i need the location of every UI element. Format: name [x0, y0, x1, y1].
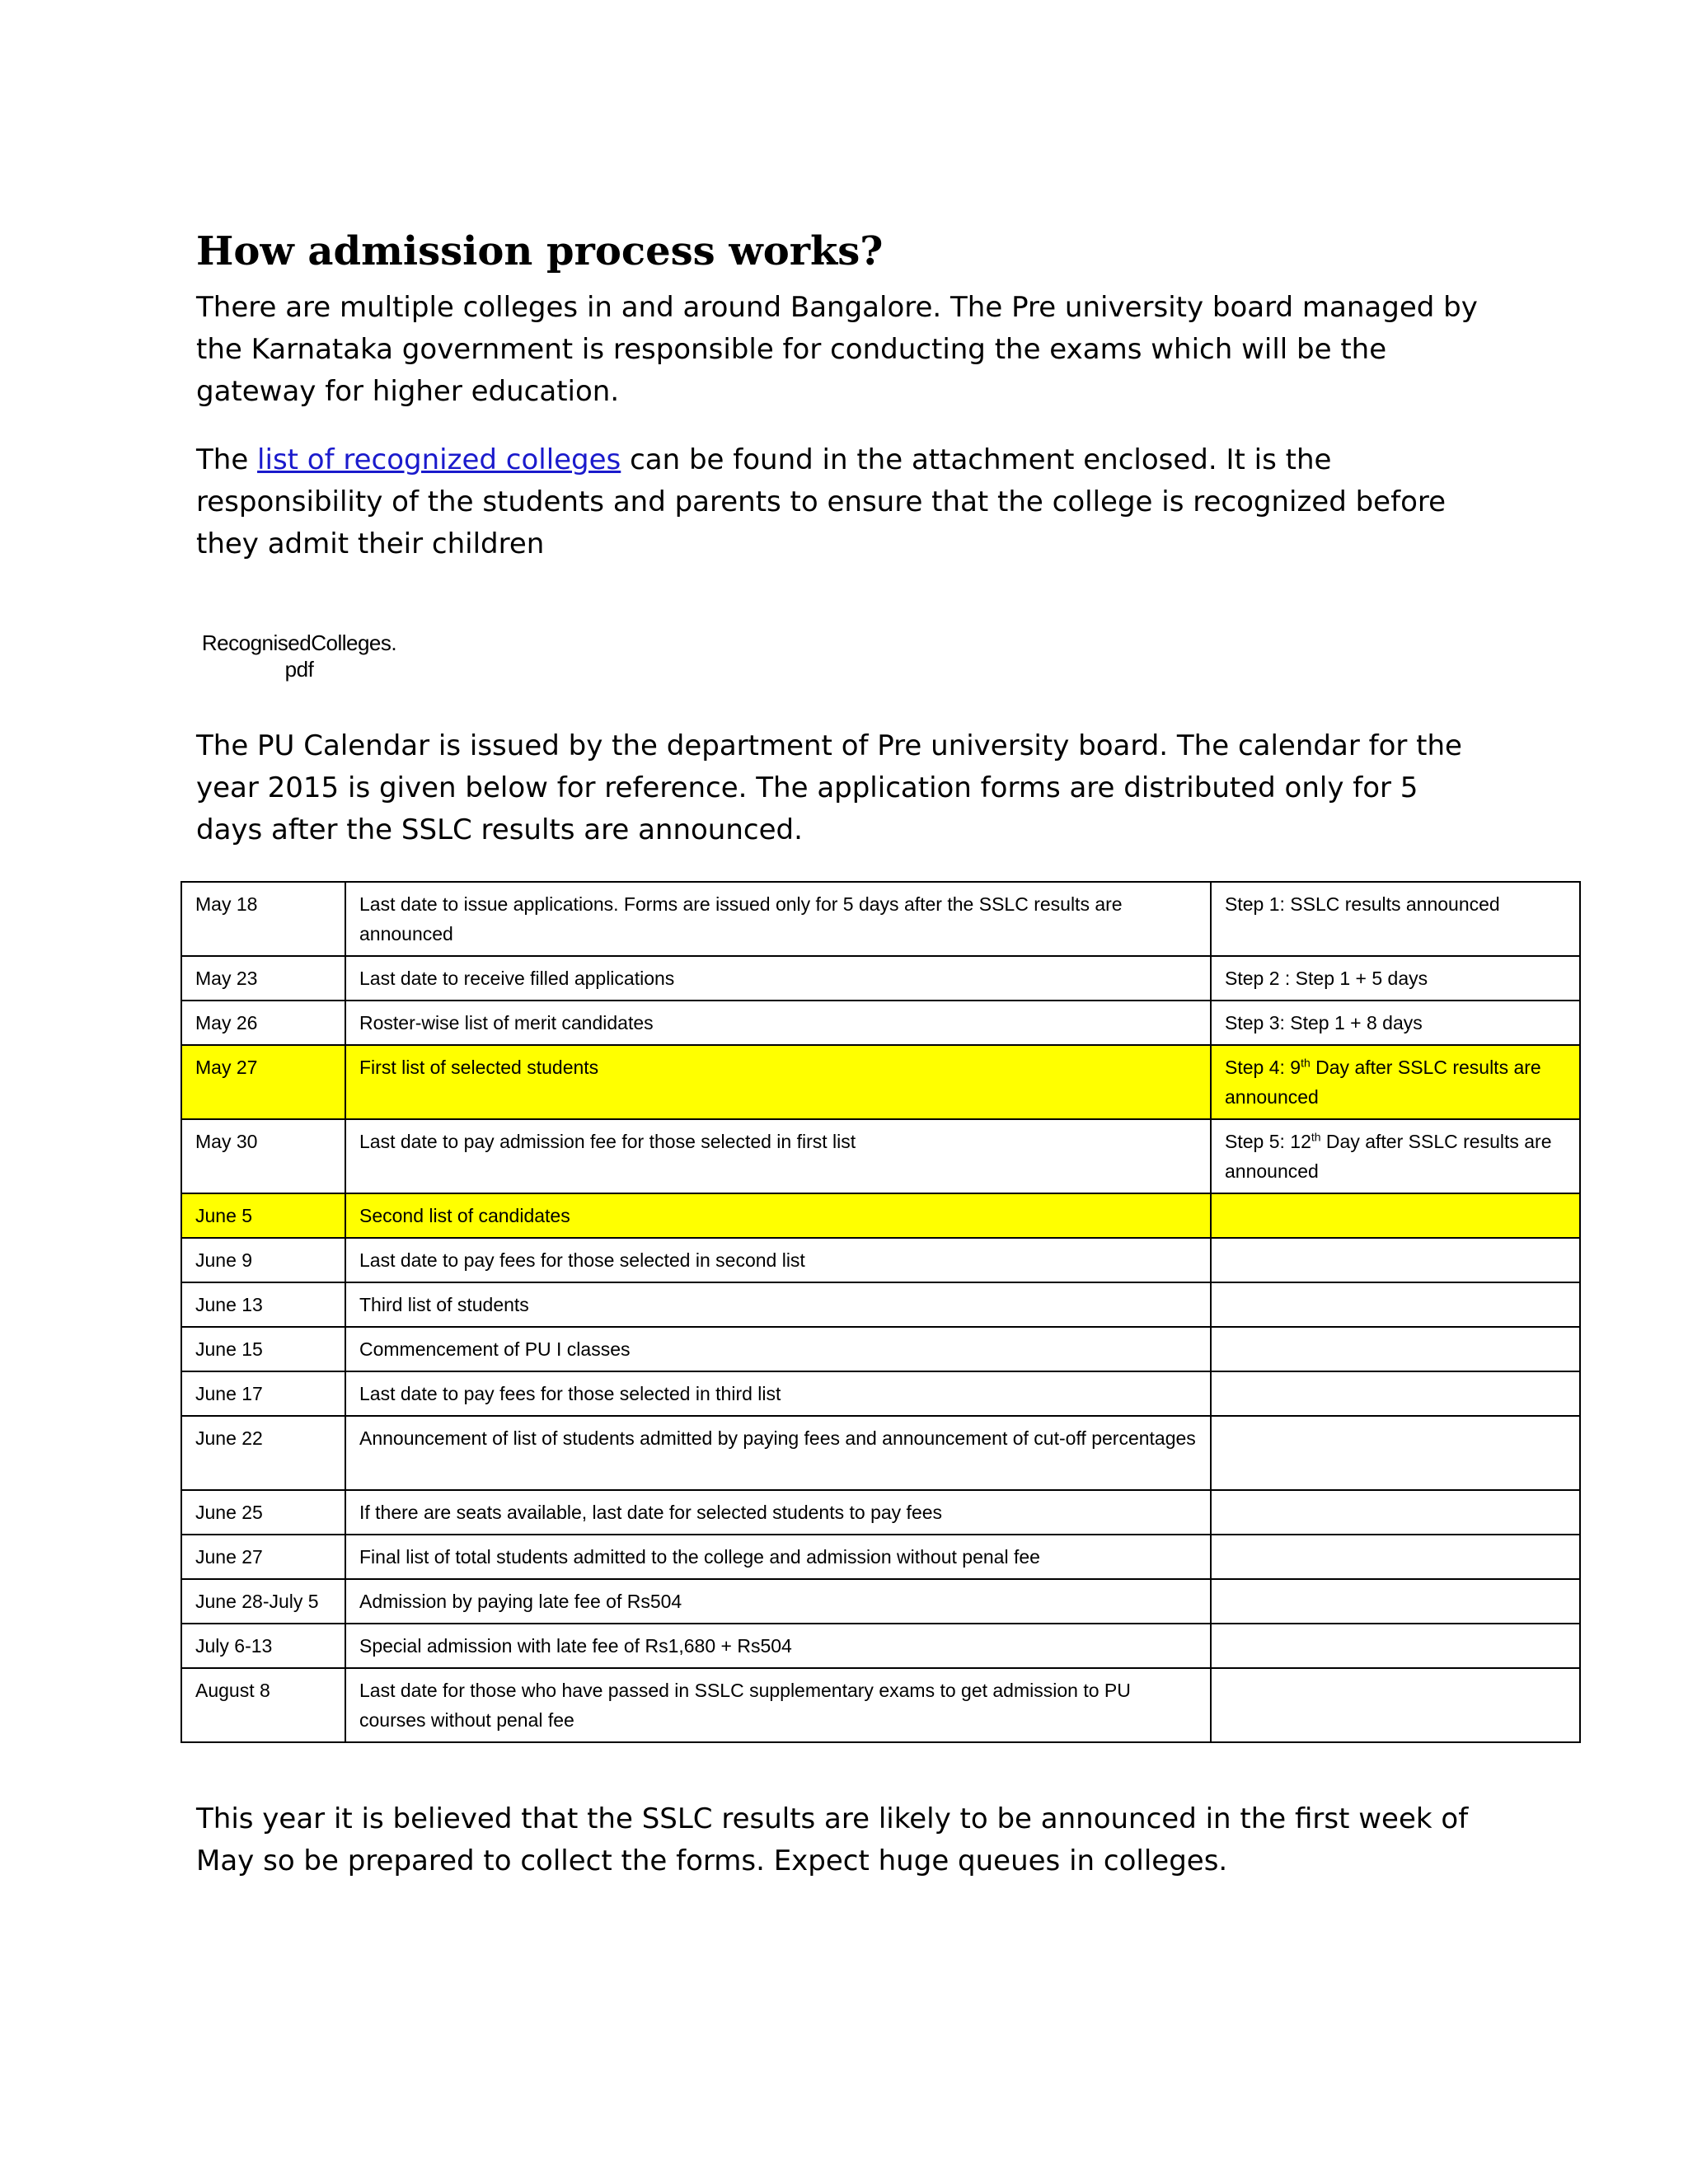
date-cell: July 6-13 [181, 1624, 345, 1668]
step-cell: Step 1: SSLC results announced [1211, 882, 1580, 956]
recognized-colleges-paragraph [196, 439, 1482, 565]
date-cell: June 17 [181, 1371, 345, 1416]
pu-calendar-table [181, 881, 1581, 1743]
date-cell: June 27 [181, 1535, 345, 1579]
event-cell: Special admission with late fee of Rs1,680 + Rs504 [345, 1624, 1211, 1668]
table-row [181, 1001, 1580, 1045]
event-cell: Second list of candidates [345, 1193, 1211, 1238]
page-title: How admission process works? [196, 228, 884, 274]
date-cell: June 13 [181, 1282, 345, 1327]
event-cell: Last date to receive filled applications [345, 956, 1211, 1001]
table-row-highlighted [181, 1193, 1580, 1238]
event-cell: Last date for those who have passed in SSLC supplementary exams to get admission to PU courses without penal fee [345, 1668, 1211, 1742]
step-text: Step 5: 12 [1225, 1131, 1311, 1152]
recognized-suffix: can be found in the attachment enclosed. It is the responsibility of the students and parents to ensure that the college is recognized before they admit their children [196, 443, 1447, 560]
step-cell: Step 3: Step 1 + 8 days [1211, 1001, 1580, 1045]
event-cell: Last date to pay fees for those selected in second list [345, 1238, 1211, 1282]
step-cell [1211, 1045, 1580, 1119]
recognized-colleges-link[interactable]: list of recognized colleges [257, 443, 621, 476]
step-cell [1211, 1282, 1580, 1327]
table-row [181, 1668, 1580, 1742]
date-cell: June 28-July 5 [181, 1579, 345, 1624]
ordinal-suffix: th [1301, 1056, 1311, 1070]
date-cell: June 22 [181, 1416, 345, 1490]
step-cell [1211, 1238, 1580, 1282]
table-row [181, 1119, 1580, 1193]
attachment-filename-line2: pdf [284, 657, 314, 682]
step-cell [1211, 1193, 1580, 1238]
event-cell: Commencement of PU I classes [345, 1327, 1211, 1371]
table-row [181, 1416, 1580, 1490]
recognized-prefix: The [196, 443, 258, 476]
table-row [181, 1579, 1580, 1624]
table-row-highlighted [181, 1045, 1580, 1119]
ordinal-suffix: th [1311, 1130, 1321, 1144]
event-cell: First list of selected students [345, 1045, 1211, 1119]
date-cell: May 23 [181, 956, 345, 1001]
table-row [181, 956, 1580, 1001]
step-cell [1211, 1490, 1580, 1535]
table-row [181, 1490, 1580, 1535]
date-cell: June 5 [181, 1193, 345, 1238]
document-body [196, 223, 1482, 565]
step-cell [1211, 1416, 1580, 1490]
table-row [181, 1238, 1580, 1282]
step-cell [1211, 1535, 1580, 1579]
date-cell: June 9 [181, 1238, 345, 1282]
event-cell: Last date to issue applications. Forms are issued only for 5 days after the SSLC results are announced [345, 882, 1211, 956]
table-row [181, 1327, 1580, 1371]
step-cell [1211, 1327, 1580, 1371]
step-cell [1211, 1371, 1580, 1416]
table-row [181, 1624, 1580, 1668]
event-cell: Final list of total students admitted to the college and admission without penal fee [345, 1535, 1211, 1579]
intro-paragraph: There are multiple colleges in and around Bangalore. The Pre university board managed by the Karnataka government is responsible for conducting the exams which will be the gateway for higher education. [196, 291, 1478, 408]
closing-paragraph: This year it is believed that the SSLC results are likely to be announced in the first week of May so be prepared to collect the forms. Expect huge queues in colleges. [196, 1802, 1469, 1877]
step-cell [1211, 1579, 1580, 1624]
event-cell: Last date to pay fees for those selected in third list [345, 1371, 1211, 1416]
calendar-intro-paragraph: The PU Calendar is issued by the department of Pre university board. The calendar for the year 2015 is given below for reference. The application forms are distributed only for 5 days after the SSLC results are announced. [196, 729, 1462, 846]
step-cell [1211, 1624, 1580, 1668]
event-cell: Admission by paying late fee of Rs504 [345, 1579, 1211, 1624]
event-cell: Roster-wise list of merit candidates [345, 1001, 1211, 1045]
table-row [181, 1535, 1580, 1579]
event-cell: Third list of students [345, 1282, 1211, 1327]
date-cell: June 25 [181, 1490, 345, 1535]
attachment-file[interactable] [196, 630, 402, 682]
event-cell: Last date to pay admission fee for those selected in first list [345, 1119, 1211, 1193]
date-cell: May 26 [181, 1001, 345, 1045]
date-cell: May 18 [181, 882, 345, 956]
step-cell [1211, 1668, 1580, 1742]
event-cell: Announcement of list of students admitted by paying fees and announcement of cut-off percentages [345, 1416, 1211, 1490]
date-cell: May 30 [181, 1119, 345, 1193]
step-text: Step 4: 9 [1225, 1057, 1301, 1078]
event-cell: If there are seats available, last date for selected students to pay fees [345, 1490, 1211, 1535]
step-cell [1211, 1119, 1580, 1193]
table-row [181, 1371, 1580, 1416]
step-text-rest: Day after SSLC results are announced [1225, 1131, 1552, 1182]
attachment-filename-line1: RecognisedColleges. [201, 630, 397, 655]
table-row [181, 1282, 1580, 1327]
date-cell: August 8 [181, 1668, 345, 1742]
step-text-rest: Day after SSLC results are announced [1225, 1057, 1541, 1108]
step-cell: Step 2 : Step 1 + 5 days [1211, 956, 1580, 1001]
table-row [181, 882, 1580, 956]
date-cell: May 27 [181, 1045, 345, 1119]
date-cell: June 15 [181, 1327, 345, 1371]
